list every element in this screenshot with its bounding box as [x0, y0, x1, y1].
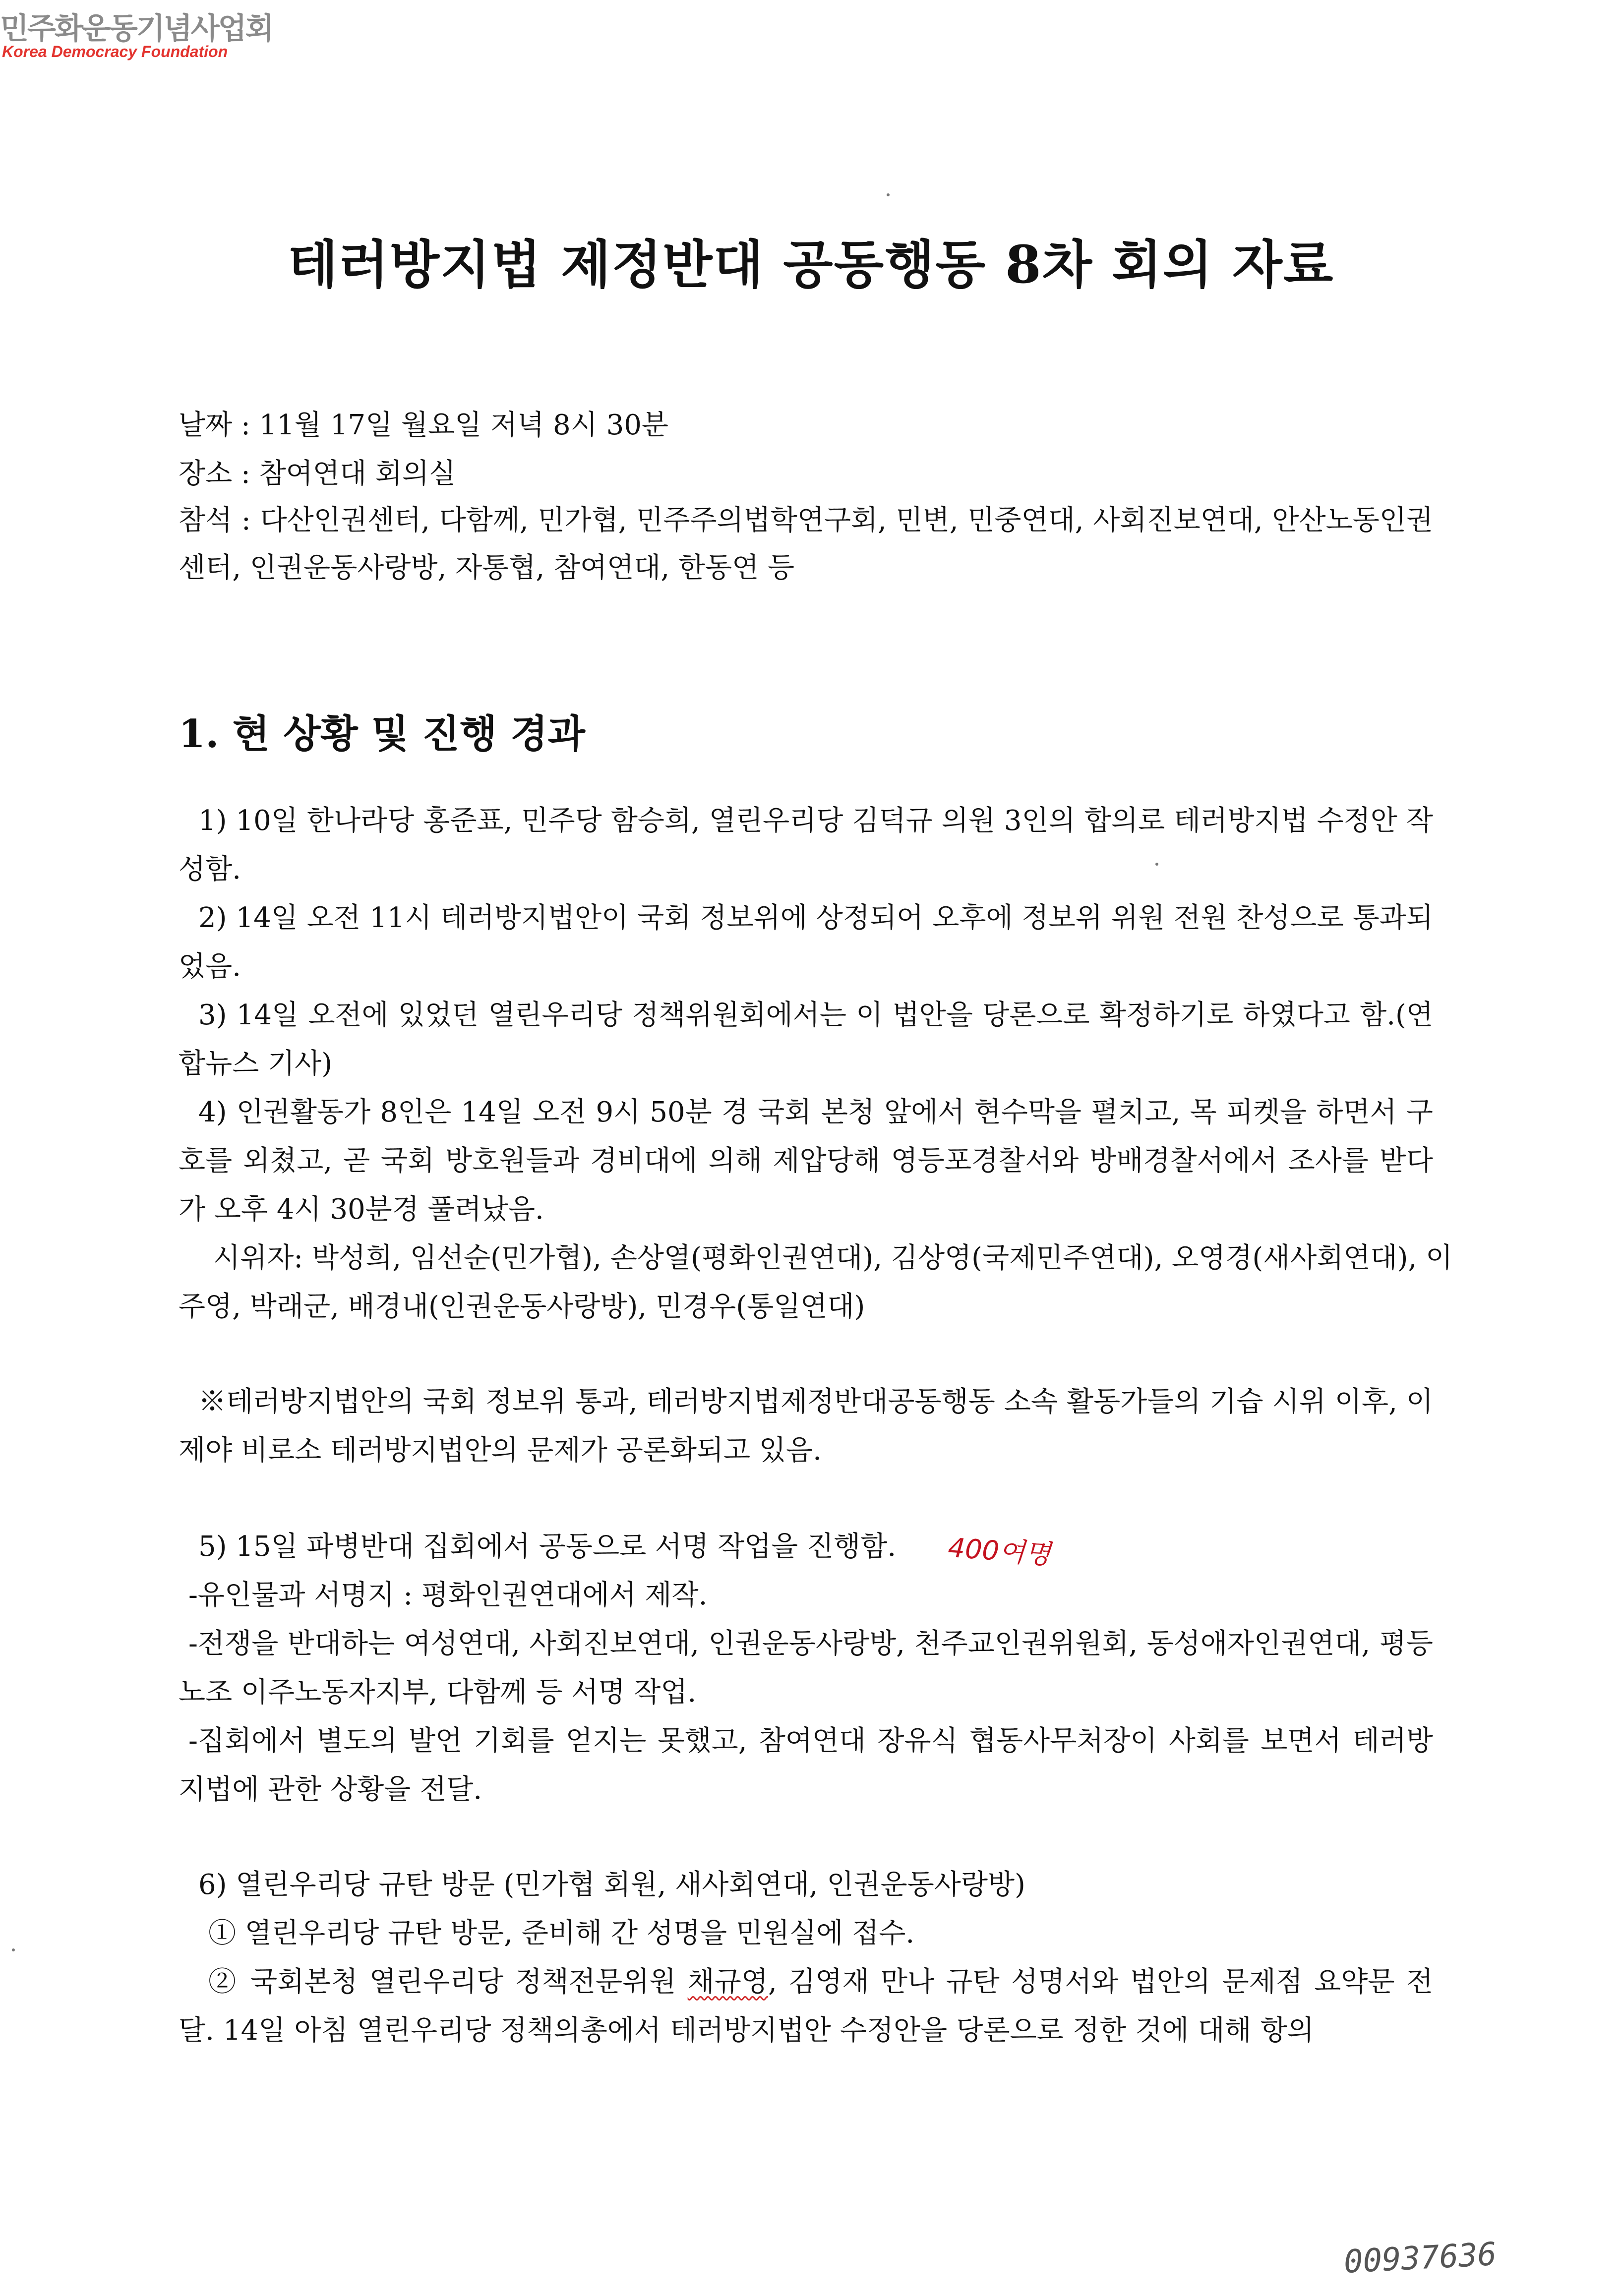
item-5-line-6: 지법에 관한 상황을 전달. [179, 1773, 482, 1806]
underlined-name: 채규영 [687, 1966, 768, 1998]
note-line-1: ※테러방지법안의 국회 정보위 통과, 테러방지법제정반대공동행동 소속 활동가들의 기습 시위 이후, 이 [198, 1386, 1433, 1418]
handwritten-annotation: 400여명 [947, 1531, 1052, 1571]
item-4-line-2: 호를 외쳤고, 곧 국회 방호원들과 경비대에 의해 제압당해 영등포경찰서와 방배경찰서에서 조사를 받다 [179, 1145, 1433, 1177]
item-5-line-1: 5) 15일 파병반대 집회에서 공동으로 서명 작업을 진행함. [198, 1531, 897, 1563]
item-1-line-1: 1) 10일 한나라당 홍준표, 민주당 함승희, 열린우리당 김덕규 의원 3인의 합의로 테러방지법 수정안 작 [198, 805, 1433, 837]
note-line-2: 제야 비로소 테러방지법안의 문제가 공론화되고 있음. [179, 1434, 822, 1467]
item-5-line-2: -유인물과 서명지 : 평화인권연대에서 제작. [188, 1579, 708, 1611]
item-6-line-1: 6) 열린우리당 규탄 방문 (민가협 회원, 새사회연대, 인권운동사랑방) [198, 1869, 1025, 1901]
item-6-line-3-text-a: ② 국회본청 열린우리당 정책전문위원 [208, 1966, 688, 1998]
item-4-line-3: 가 오후 4시 30분경 풀려났음. [179, 1193, 544, 1226]
archive-number: 00937636 [1343, 2236, 1498, 2281]
item-4-line-1: 4) 인권활동가 8인은 14일 오전 9시 50분 경 국회 본청 앞에서 현수막을 펼치고, 목 피켓을 하면서 구 [198, 1096, 1433, 1128]
item-6-line-2: ① 열린우리당 규탄 방문, 준비해 간 성명을 민원실에 접수. [208, 1917, 915, 1949]
meeting-date: 날짜 : 11월 17일 월요일 저녁 8시 30분 [179, 409, 668, 441]
item-2-line-2: 었음. [179, 950, 241, 983]
scan-speck [887, 193, 890, 196]
foundation-logo-english: Korea Democracy Foundation [2, 43, 228, 60]
document-title: 테러방지법 제정반대 공동행동 8차 회의 자료 [288, 234, 1334, 295]
item-5-line-5: -집회에서 별도의 발언 기회를 얻지는 못했고, 참여연대 장유식 협동사무처장이 사회를 보면서 테러방 [188, 1725, 1433, 1757]
item-2-line-1: 2) 14일 오전 11시 테러방지법안이 국회 정보위에 상정되어 오후에 정보위 위원 전원 찬성으로 통과되 [198, 902, 1433, 934]
meeting-place: 장소 : 참여연대 회의실 [179, 458, 456, 490]
protesters-line-1: 시위자: 박성희, 임선순(민가협), 손상열(평화인권연대), 김상영(국제민주연대), 오영경(새사회연대), 이 [213, 1242, 1453, 1274]
item-5-line-3: -전쟁을 반대하는 여성연대, 사회진보연대, 인권운동사랑방, 천주교인권위원회, 동성애자인권연대, 평등 [188, 1628, 1433, 1660]
meeting-attendees-line-1: 참석 : 다산인권센터, 다함께, 민가협, 민주주의법학연구회, 민변, 민중연대, 사회진보연대, 안산노동인권 [179, 504, 1433, 536]
item-3-line-1: 3) 14일 오전에 있었던 열린우리당 정책위원회에서는 이 법안을 당론으로 확정하기로 하였다고 함.(연 [198, 999, 1433, 1031]
item-5-line-4: 노조 이주노동자지부, 다함께 등 서명 작업. [179, 1676, 697, 1708]
scan-speck [1155, 863, 1158, 866]
scan-speck [12, 1948, 15, 1951]
item-6-line-3 [208, 1968, 1433, 1996]
section-heading: 1. 현 상황 및 진행 경과 [179, 711, 585, 757]
item-3-line-2: 합뉴스 기사) [179, 1048, 333, 1080]
item-6-line-3-text-b: , 김영재 만나 규탄 성명서와 법안의 문제점 요약문 전 [768, 1966, 1433, 1998]
item-1-line-2: 성함. [179, 853, 241, 885]
protesters-line-2: 주영, 박래군, 배경내(인권운동사랑방), 민경우(통일연대) [179, 1291, 865, 1323]
meeting-attendees-line-2: 센터, 인권운동사랑방, 자통협, 참여연대, 한동연 등 [179, 552, 795, 584]
foundation-logo-korean: 민주화운동기념사업회 [0, 11, 273, 46]
item-6-line-4: 달. 14일 아침 열린우리당 정책의총에서 테러방지법안 수정안을 당론으로 정한 것에 대해 항의 [179, 2014, 1314, 2047]
